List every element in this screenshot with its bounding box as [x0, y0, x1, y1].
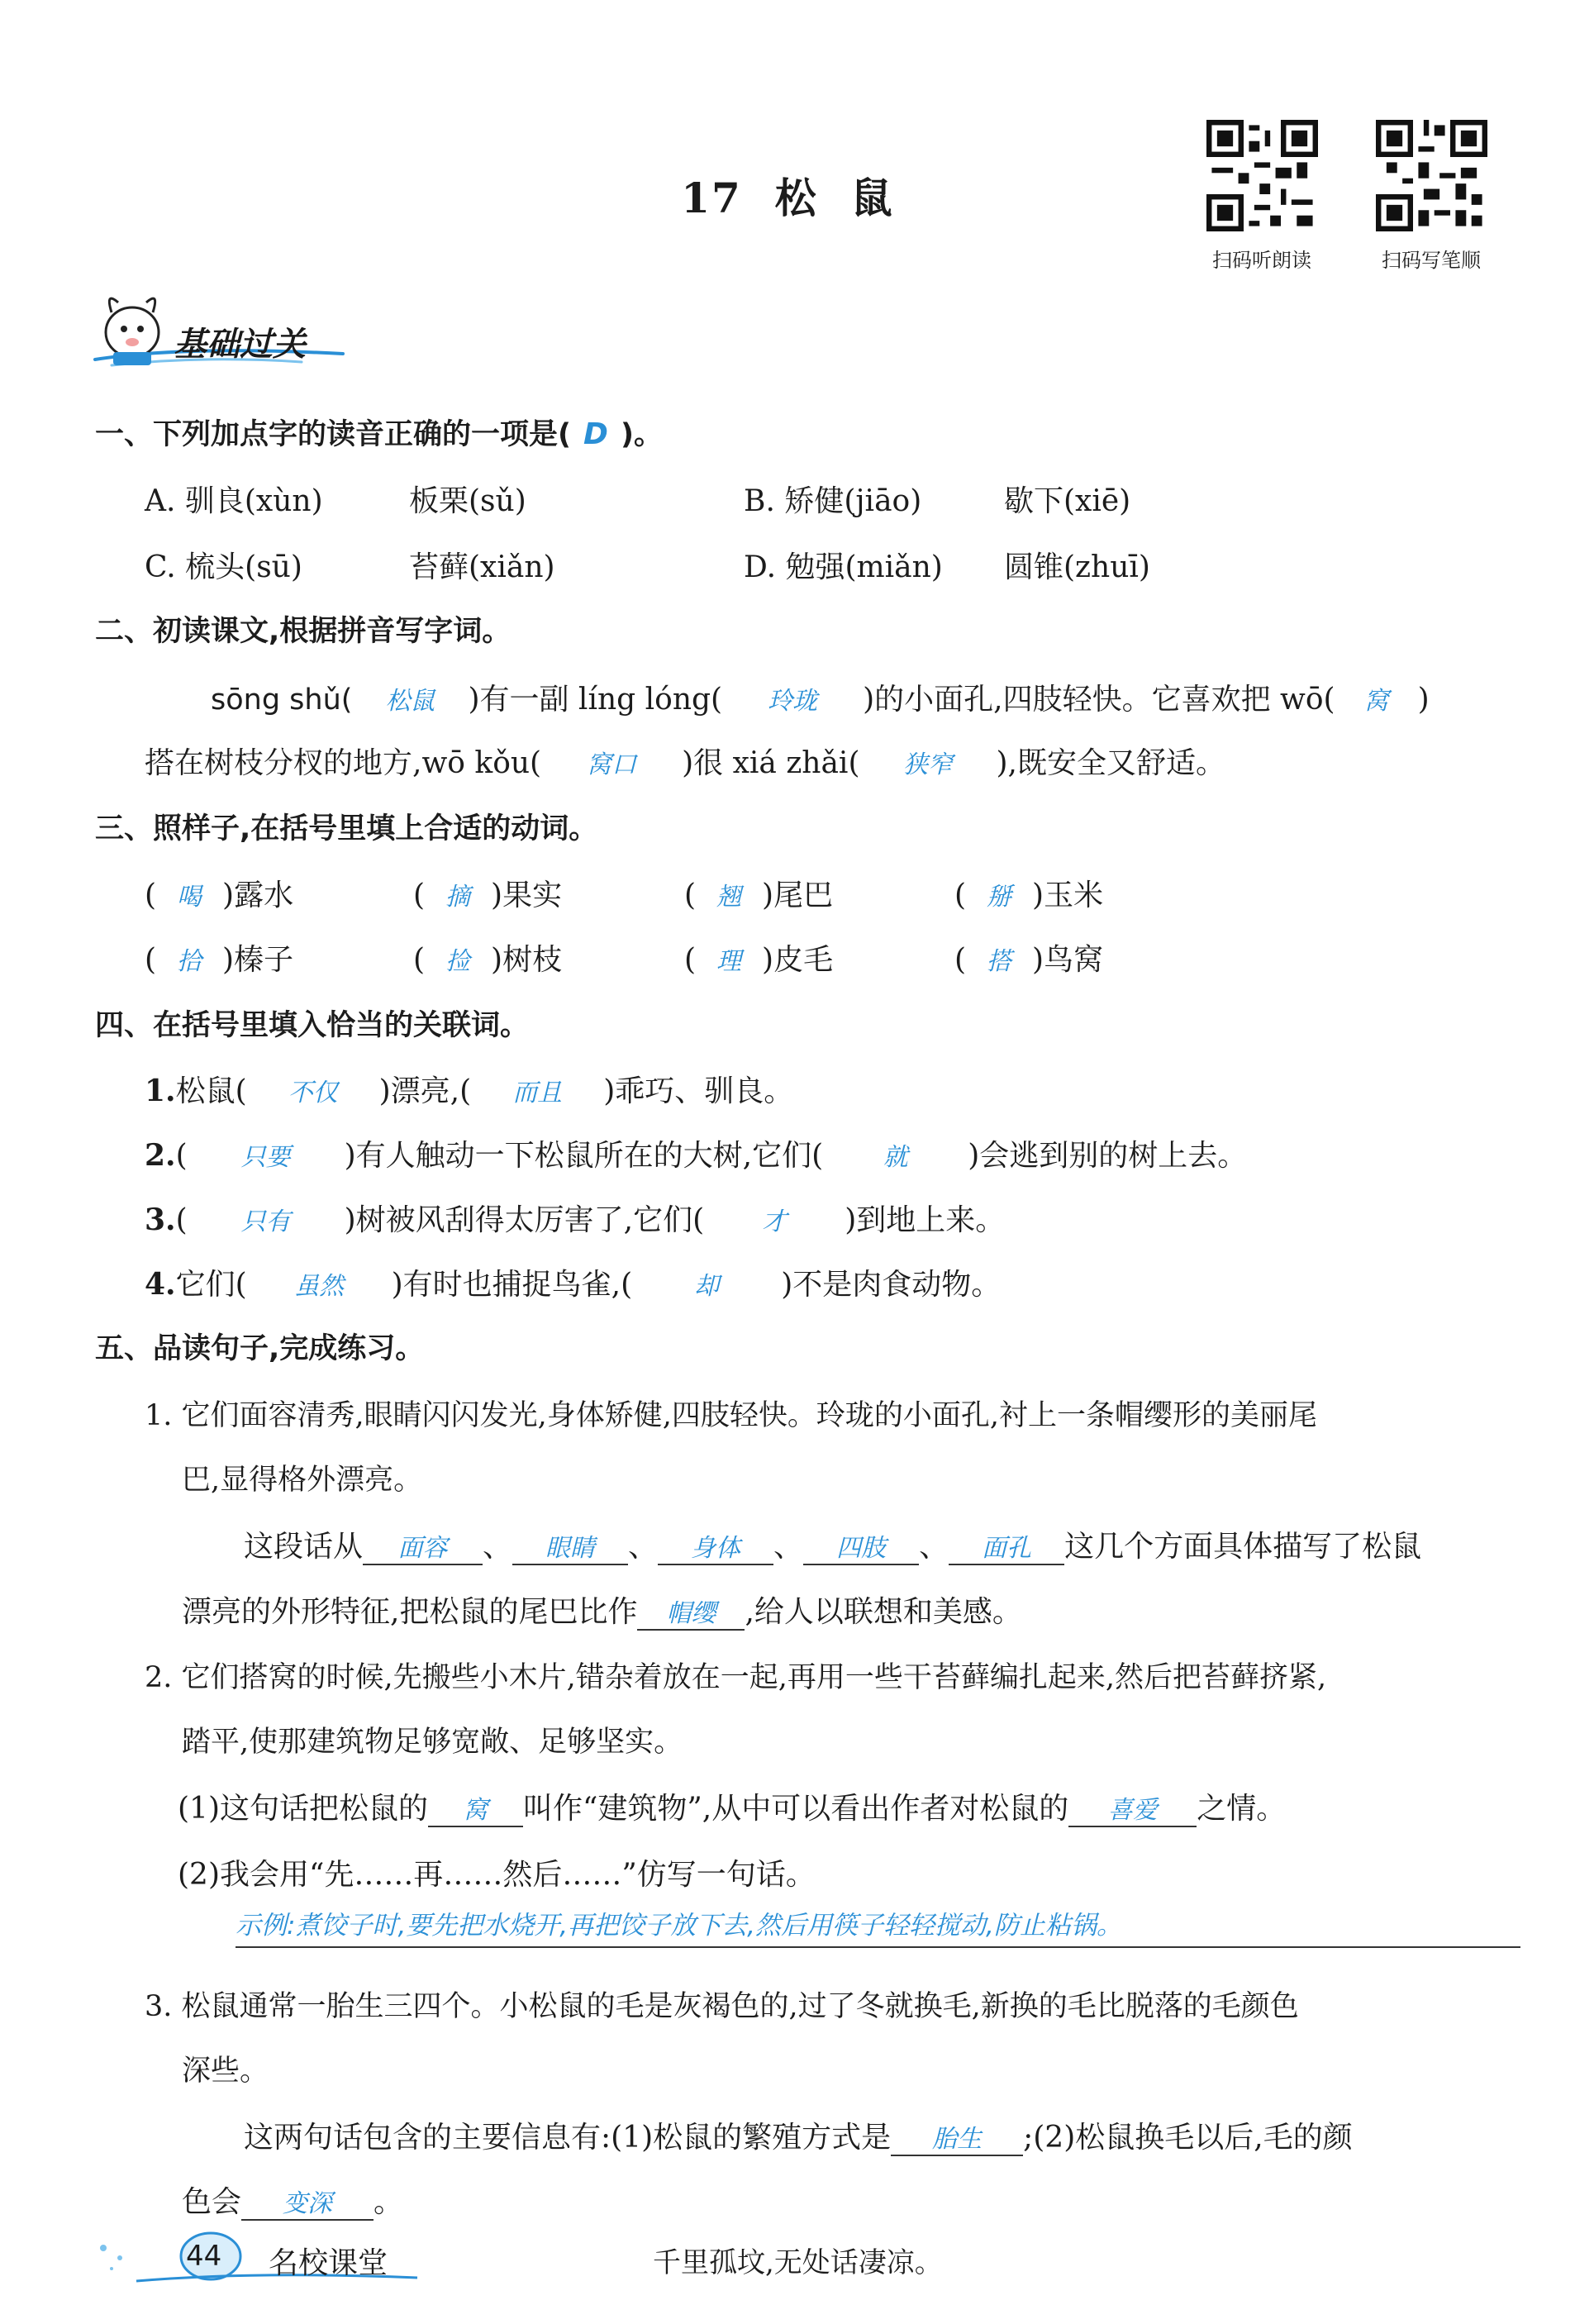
- lesson-title: 17 松 鼠: [681, 174, 894, 222]
- brand-name: 名校课堂: [269, 2246, 388, 2280]
- conjunction-line-2: 2.( 只要 )有人触动一下松鼠所在的大树,它们( 就 )会逃到别的树上去。: [145, 1138, 1248, 1173]
- verb-item: ( 搭 )鸟窝: [954, 943, 1104, 977]
- answer-text: D: [583, 417, 608, 451]
- question-2-prompt: 二、初读课文,根据拼音写字词。: [95, 615, 512, 648]
- passage-3-question-2: 色会 变深 。: [182, 2179, 403, 2221]
- verb-item: ( 拾 )榛子: [145, 943, 294, 977]
- question-1-prompt: 一、下列加点字的读音正确的一项是( D )。: [95, 417, 663, 451]
- conjunction-line-3: 3.( 只有 )树被风刮得太厉害了,它们( 才 )到地上来。: [145, 1202, 1006, 1237]
- passage-1-line-1: 1. 它们面容清秀,眼睛闪闪发光,身体矫健,四肢轻快。玲珑的小面孔,衬上一条帽缨形的美丽尾: [145, 1399, 1318, 1432]
- passage-1-question-2: 漂亮的外形特征,把松鼠的尾巴比作 帽缨 ,给人以联想和美感。: [182, 1588, 1022, 1631]
- option-a-1: A. 驯良(xùn): [145, 484, 323, 518]
- verb-item: ( 摘 )果实: [413, 879, 563, 912]
- banner-title: 基础过关: [174, 326, 306, 364]
- question-2-line-1: sōng shǔ( 松鼠 )有一副 líng lóng( 玲珑 )的小面孔,四肢轻快。它喜欢把 wō( 窝 ): [211, 683, 1430, 717]
- verb-item: ( 理 )皮毛: [684, 943, 834, 977]
- option-c-1: C. 梳头(sū): [145, 550, 302, 584]
- passage-3-line-2: 深些。: [182, 2055, 269, 2088]
- passage-2-line-1: 2. 它们搭窝的时候,先搬些小木片,错杂着放在一起,再用一些干苔藓编扎起来,然后把苔藓挤紧,: [145, 1661, 1327, 1694]
- option-a-2: 板栗(sǔ): [409, 484, 526, 518]
- passage-2-line-2: 踏平,使那建筑物足够宽敞、足够坚实。: [182, 1726, 683, 1759]
- option-d-1: D. 勉强(miǎn): [744, 550, 943, 584]
- passage-1-line-2: 巴,显得格外漂亮。: [182, 1464, 423, 1497]
- passage-2-question-2: (2)我会用“先……再……然后……”仿写一句话。: [178, 1858, 816, 1892]
- page-number: 44: [186, 2240, 222, 2273]
- option-c-2: 苔藓(xiǎn): [409, 550, 555, 584]
- question-2-line-2: 搭在树枝分杈的地方,wō kǒu( 窝口 )很 xiá zhǎi( 狭窄 ),既安全又舒适。: [145, 746, 1225, 780]
- verb-item: ( 喝 )露水: [145, 879, 294, 912]
- passage-3-question-1: 这两句话包含的主要信息有:(1)松鼠的繁殖方式是 胎生 ;(2)松鼠换毛以后,毛的颜: [244, 2114, 1353, 2156]
- passage-1-question-1: 这段话从 面容 、 眼睛 、 身体 、 四肢 、 面孔 这几个方面具体描写了松鼠: [244, 1523, 1421, 1565]
- question-3-prompt: 三、照样子,在括号里填上合适的动词。: [95, 812, 598, 845]
- question-5-prompt: 五、品读句子,完成练习。: [95, 1332, 425, 1365]
- conjunction-line-1: 1.松鼠( 不仅 )漂亮,( 而且 )乖巧、驯良。: [145, 1074, 794, 1108]
- question-4-prompt: 四、在括号里填入恰当的关联词。: [95, 1009, 530, 1042]
- footer-quote: 千里孤坟,无处话凄凉。: [653, 2246, 943, 2279]
- option-d-2: 圆锥(zhuī): [1004, 550, 1150, 584]
- verb-item: ( 掰 )玉米: [954, 879, 1104, 912]
- option-b-1: B. 矫健(jiāo): [744, 484, 922, 518]
- qr-code-icon[interactable]: [1206, 120, 1318, 231]
- verb-item: ( 捡 )树枝: [413, 943, 563, 977]
- passage-3-line-1: 3. 松鼠通常一胎生三四个。小松鼠的毛是灰褐色的,过了冬就换毛,新换的毛比脱落的毛颜色: [145, 1990, 1299, 2023]
- verb-item: ( 翘 )尾巴: [684, 879, 834, 912]
- qr-caption: 扫码写笔顺: [1382, 249, 1481, 272]
- qr-code-icon[interactable]: [1376, 120, 1487, 231]
- passage-2-question-1: (1)这句话把松鼠的 窝 叫作“建筑物”,从中可以看出作者对松鼠的 喜爱 之情。: [178, 1785, 1286, 1827]
- answer-line: 示例:煮饺子时,要先把水烧开,再把饺子放下去,然后用筷子轻轻搅动,防止粘锅。: [236, 1904, 1520, 1948]
- qr-caption: 扫码听朗读: [1212, 249, 1311, 272]
- conjunction-line-4: 4.它们( 虽然 )有时也捕捉鸟雀,( 却 )不是肉食动物。: [145, 1267, 1002, 1302]
- option-b-2: 歇下(xiē): [1004, 484, 1131, 518]
- mascot-goat-icon: [106, 298, 159, 365]
